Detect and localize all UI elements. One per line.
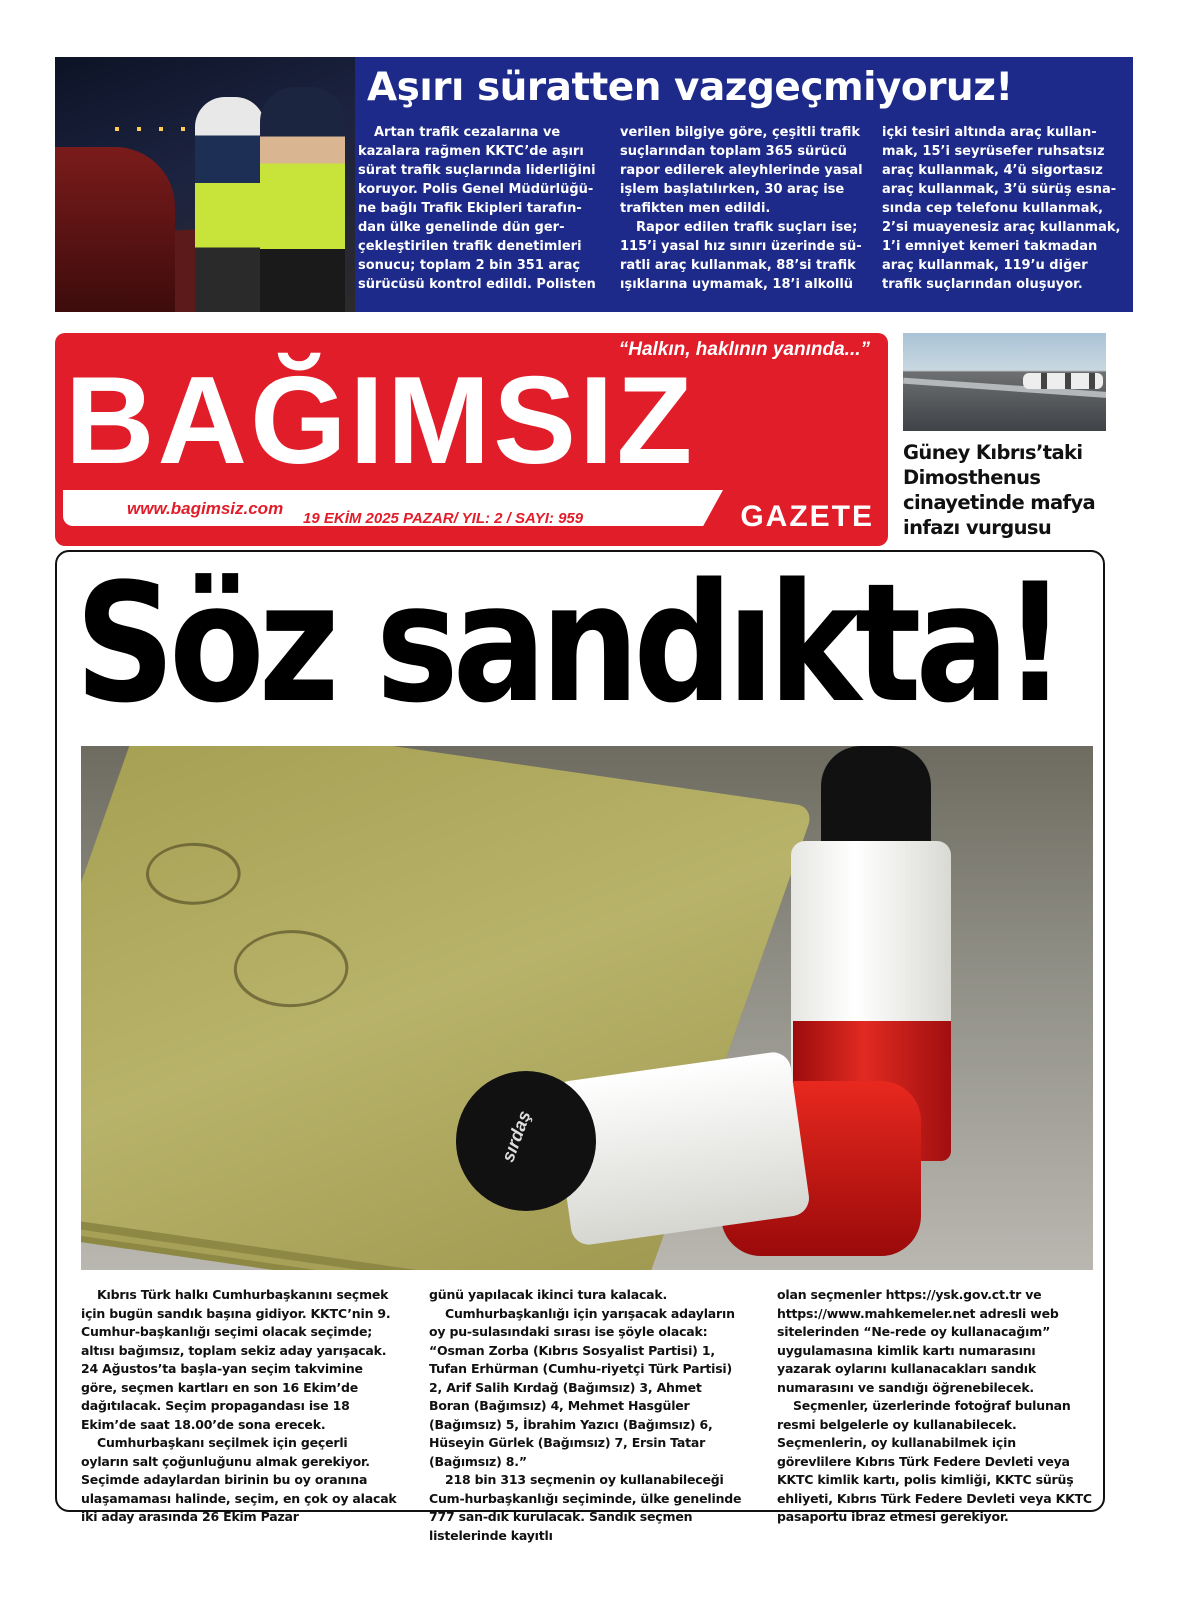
slogan: “Halkın, haklının yanında...”	[618, 339, 870, 360]
top-story-column	[358, 123, 604, 294]
paragraph: Artan trafik cezalarına ve kazalara rağmen KKTC’de aşırı sürat trafik suçlarında liderliğini koruyor. Polis Genel Müdürlüğü-ne bağlı Trafik Ekipleri tarafın-dan ülke genelinde dün ger-çekleştirilen trafik denetimleri sonucu; toplam 2 bin 351 araç sürücüsü kontrol edildi. Polisten	[358, 125, 596, 292]
main-story-column	[429, 1286, 745, 1545]
police-officer	[195, 97, 265, 312]
paragraph: Kıbrıs Türk halkı Cumhurbaşkanını seçmek için bugün sandık başına gidiyor. KKTC’nin 9. Cumhur-başkanlığı seçimi olacak seçimde; altısı bağımsız, toplam sekiz aday yarışacak. 24 Ağustos’ta başla-yan seçim takvimine göre, seçmen kartları en son 16 Ekim’de dağıtılacak. Seçim propagandası ise 18 Ekim’de saat 18.00’de sona erecek.	[81, 1287, 391, 1432]
top-story-column	[882, 123, 1128, 294]
top-story-body	[358, 123, 1128, 294]
main-story-column	[81, 1286, 397, 1545]
paragraph: olan seçmenler https://ysk.gov.ct.tr ve https://www.mahkemeler.net adresli web sitelerinden “Ne-rede oy kullanacağım” uygulamasına kimlik kartı numarasını yazarak oylarını kullanacakları sandık numarasını ve sandığı öğrenebilecek.	[777, 1287, 1059, 1395]
paragraph: Seçmenler, üzerlerinde fotoğraf bulunan resmi belgelerle oy kullanabilecek. Seçmenlerin, oy kullanabilmek için görevlilere Kıbrıs Türk Federe Devleti veya KKTC kimlik kartı, polis kimliği, KKTC sürüş ehliyeti, Kıbrıs Türk Federe Devleti veya KKTC pasaportu ibraz etmesi gerekiyor.	[777, 1398, 1092, 1524]
side-story-photo[interactable]	[903, 333, 1106, 431]
main-headline[interactable]: Söz sandıkta!	[75, 547, 1061, 739]
ballot-seal	[137, 837, 251, 911]
paragraph: Cumhurbaşkanı seçilmek için geçerli oyların salt çoğunluğunu almak gerekiyor. Seçimde adaylardan birinin bu oy oranına ulaşamaması halinde, seçim, en çok oy alacak iki aday arasında 26 Ekim Pazar	[81, 1435, 397, 1524]
ballot-seal	[222, 923, 360, 1014]
paragraph: içki tesiri altında araç kullan-mak, 15’i seyrüsefer ruhsatsız araç kullanmak, 4’ü sigortasız araç kullanmak, 3’ü sürüş esna-sında cep telefonu kullanmak, 2’si muayenesiz araç kullanmak, 1’i emniyet kemeri takmadan araç kullanmak, 119’u diğer trafik suçlarından oluşuyor.	[882, 125, 1121, 292]
main-story-photo	[81, 746, 1093, 1270]
stamp-handle	[456, 1071, 596, 1211]
top-story-photo	[55, 57, 355, 312]
top-story-headline[interactable]: Aşırı süratten vazgeçmiyoruz!	[367, 65, 1013, 110]
car	[55, 147, 175, 312]
website-link[interactable]: www.bagimsiz.com	[127, 499, 284, 518]
masthead	[55, 333, 888, 546]
main-story-body	[81, 1286, 1093, 1545]
top-story-column	[620, 123, 866, 294]
top-story-banner[interactable]	[55, 57, 1133, 312]
main-story-column	[777, 1286, 1093, 1545]
police-officer	[260, 87, 345, 312]
issue-date-line: 19 EKİM 2025 PAZAR/ YIL: 2 / SAYI: 959	[303, 510, 584, 527]
cars	[1023, 373, 1103, 389]
stamp-brand-label: sırdaş	[497, 1107, 535, 1165]
paragraph: günü yapılacak ikinci tura kalacak.	[429, 1287, 668, 1302]
paragraph: verilen bilgiye göre, çeşitli trafik suçlarından toplam 365 sürücü rapor edilerek aleyhlerinde yasal işlem başlatılırken, 30 araç ise trafikten men edildi.	[620, 125, 863, 216]
gazete-label: GAZETE	[740, 500, 874, 533]
paragraph: Rapor edilen trafik suçları ise; 115’i yasal hız sınırı üzerinde sü-ratli araç kullanmak, 88’si trafik ışıklarına uymamak, 18’i alkollü	[620, 220, 862, 292]
paragraph: 218 bin 313 seçmenin oy kullanabileceği Cum-hurbaşkanlığı seçiminde, ülke genelinde 777 san-dık kurulacak. Sandık seçmen listelerinde kayıtlı	[429, 1472, 742, 1543]
side-story-headline[interactable]: Güney Kıbrıs’taki Dimosthenus cinayetinde mafya infazı vurgusu	[903, 441, 1096, 539]
paragraph: Cumhurbaşkanlığı için yarışacak adayların oy pu-sulasındaki sırası ise şöyle olacak: “Osman Zorba (Kıbrıs Sosyalist Partisi) 1, Tufan Erhürman (Cumhu-riyetçi Türk Partisi) 2, Arif Salih Kırdağ (Bağımsız) 3, Ahmet Boran (Bağımsız) 4, Mehmet Hasgüler (Bağımsız) 5, İbrahim Yazıcı (Bağımsız) 6, Hüseyin Gürlek (Bağımsız) 7, Ersin Tatar (Bağımsız) 8.”	[429, 1305, 735, 1469]
newspaper-logo[interactable]: BAĞIMSIZ	[65, 352, 696, 490]
